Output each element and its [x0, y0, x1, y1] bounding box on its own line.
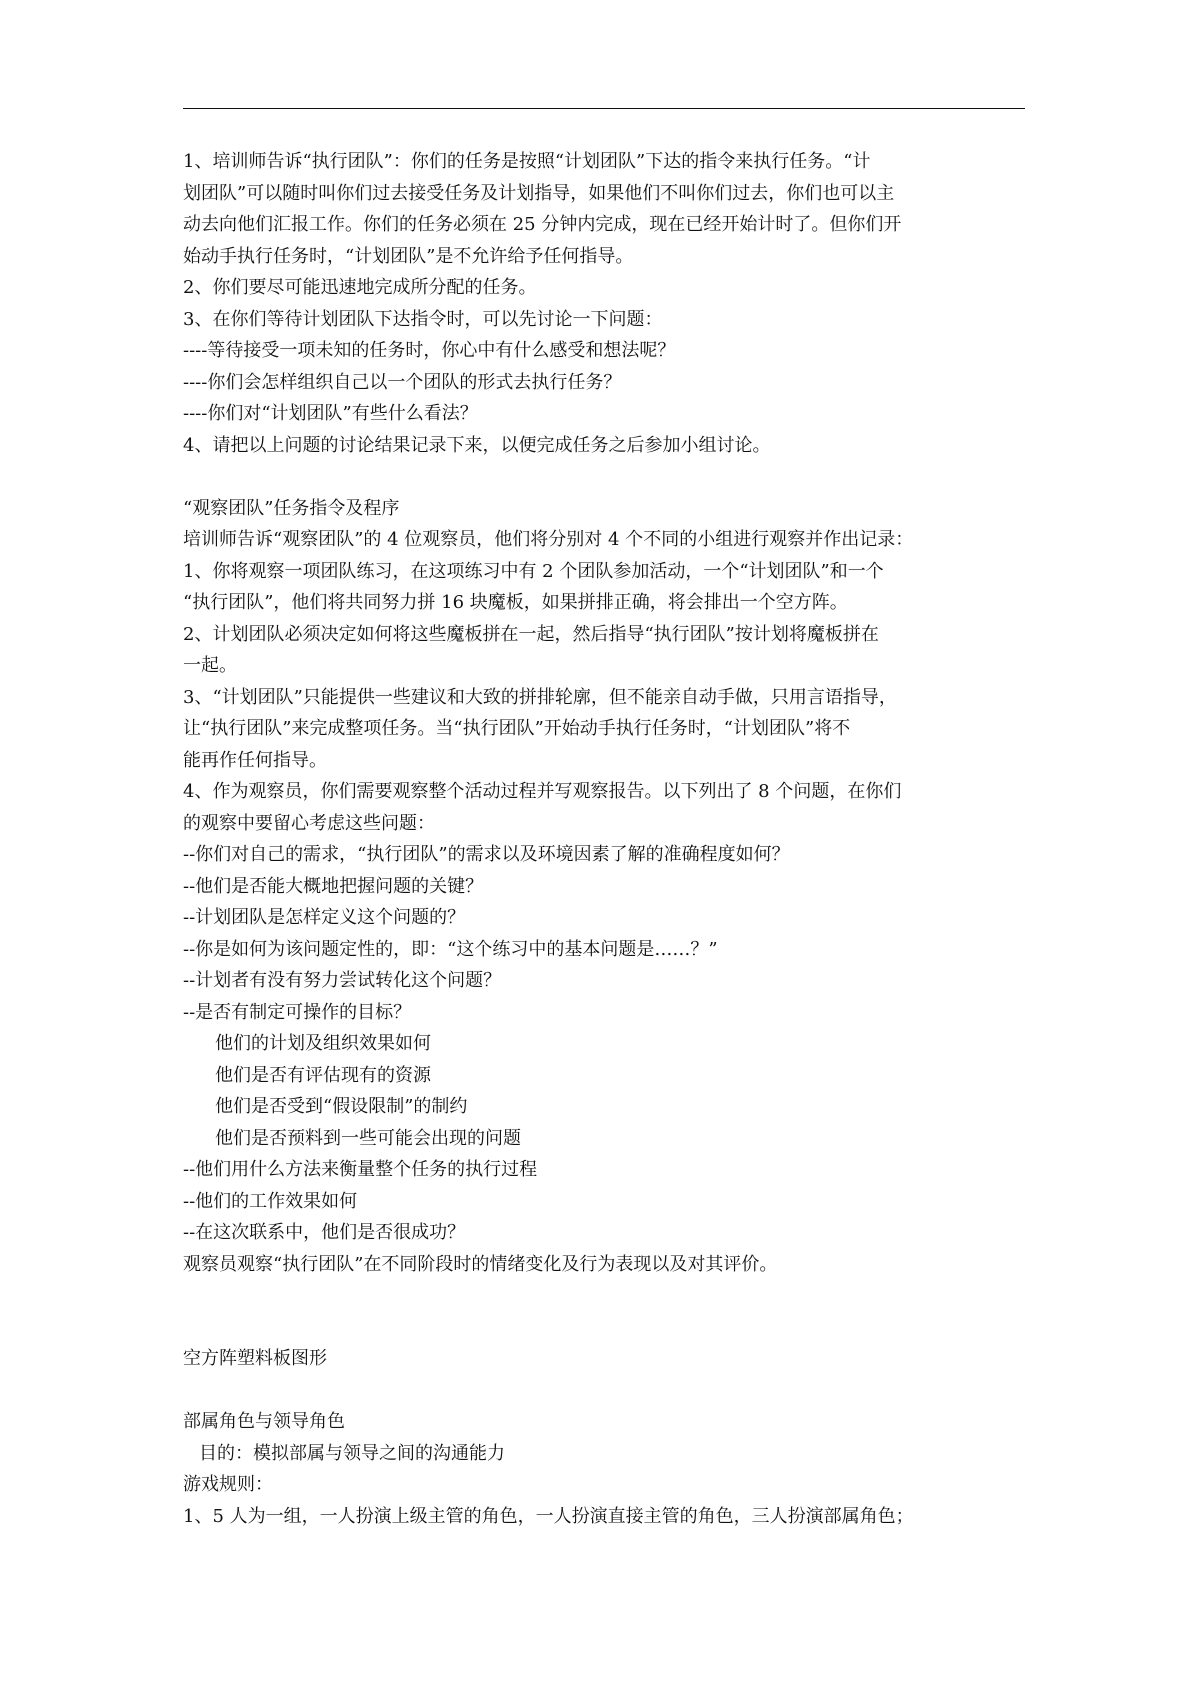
sub-question-line: 他们是否受到“假设限制”的制约: [215, 1096, 468, 1117]
paragraph-line: 能再作任何指导。: [183, 749, 327, 771]
observation-team-instructions: [183, 524, 1025, 1028]
question-line: --你是如何为该问题定性的，即：“这个练习中的基本问题是……？”: [183, 938, 718, 960]
paragraph-line: 3、“计划团队”只能提供一些建议和大致的拼排轮廓，但不能亲自动手做，只用言语指导，: [183, 686, 897, 708]
question-line: --你们对自己的需求，“执行团队”的需求以及环境因素了解的准确程度如何？: [183, 844, 790, 865]
paragraph-line: 动去向他们汇报工作。你们的任务必须在 25 分钟内完成，现在已经开始计时了。但你们开: [183, 214, 902, 235]
spacer: [183, 461, 1025, 493]
paragraph-line: 1、你将观察一项团队练习，在这项练习中有 2 个团队参加活动，一个“计划团队”和一个: [183, 560, 884, 582]
sub-question-line: 他们是否预料到一些可能会出现的问题: [215, 1127, 521, 1149]
question-line: --他们用什么方法来衡量整个任务的执行过程: [183, 1159, 538, 1180]
paragraph-line: 3、在你们等待计划团队下达指令时，可以先讨论一下问题：: [183, 308, 663, 330]
question-line: ----你们对“计划团队”有些什么看法？: [183, 403, 478, 424]
question-line: --在这次联系中，他们是否很成功？: [183, 1222, 466, 1243]
paragraph-line: 1、培训师告诉“执行团队”：你们的任务是按照“计划团队”下达的指令来执行任务。“计: [183, 151, 871, 172]
paragraph-line: 2、计划团队必须决定如何将这些魔板拼在一起，然后指导“执行团队”按计划将魔板拼在: [183, 623, 879, 645]
header-rule: [183, 108, 1025, 109]
paragraph-line: 培训师告诉“观察团队”的 4 位观察员，他们将分别对 4 个不同的小组进行观察并作出记录：: [183, 529, 914, 550]
paragraph-line: 4、作为观察员，你们需要观察整个活动过程并写观察报告。以下列出了 8 个问题，在你们: [183, 781, 902, 802]
sub-question-list: [183, 1028, 1025, 1154]
question-line: --计划者有没有努力尝试转化这个问题？: [183, 970, 502, 991]
question-line: --计划团队是怎样定义这个问题的？: [183, 907, 466, 928]
figure-title: 空方阵塑料板图形: [183, 1348, 327, 1369]
question-line: ----等待接受一项未知的任务时，你心中有什么感受和想法呢？: [183, 340, 676, 361]
game-rule-line: 1、5 人为一组，一人扮演上级主管的角色，一人扮演直接主管的角色，三人扮演部属角色；: [183, 1505, 914, 1527]
question-line: ----你们会怎样组织自己以一个团队的形式去执行任务？: [183, 371, 622, 393]
game-purpose: 目的：模拟部属与领导之间的沟通能力: [199, 1442, 505, 1464]
paragraph-line: 4、请把以上问题的讨论结果记录下来，以便完成任务之后参加小组讨论。: [183, 434, 771, 456]
sub-question-line: 他们是否有评估现有的资源: [215, 1064, 431, 1086]
document-body: [183, 146, 1025, 1532]
paragraph-line: 让“执行团队”来完成整项任务。当“执行团队”开始动手执行任务时，“计划团队”将不: [183, 718, 851, 739]
paragraph-line: 一起。: [183, 655, 237, 676]
paragraph-line: 观察员观察“执行团队”在不同阶段时的情绪变化及行为表现以及对其评价。: [183, 1253, 778, 1275]
game-title: 部属角色与领导角色: [183, 1411, 345, 1432]
question-line: --他们是否能大概地把握问题的关键？: [183, 875, 484, 897]
question-line: --是否有制定可操作的目标？: [183, 1001, 412, 1023]
spacer: [183, 1375, 1025, 1407]
question-line: --他们的工作效果如何: [183, 1190, 358, 1212]
paragraph-line: 始动手执行任务时，“计划团队”是不允许给予任何指导。: [183, 245, 634, 267]
paragraph-line: 2、你们要尽可能迅速地完成所分配的任务。: [183, 277, 537, 298]
sub-question-line: 他们的计划及组织效果如何: [215, 1033, 431, 1054]
observation-closing: [183, 1154, 1025, 1280]
paragraph-line: 划团队”可以随时叫你们过去接受任务及计划指导，如果他们不叫你们过去，你们也可以主: [183, 182, 895, 204]
paragraph-line: 的观察中要留心考虑这些问题：: [183, 812, 435, 834]
execution-team-instructions: [183, 146, 1025, 461]
paragraph-line: “执行团队”，他们将共同努力拼 16 块魔板，如果拼排正确，将会排出一个空方阵。: [183, 592, 848, 613]
observation-section-title: “观察团队”任务指令及程序: [183, 497, 400, 519]
spacer: [183, 1280, 1025, 1343]
game-rules-title: 游戏规则：: [183, 1474, 273, 1495]
